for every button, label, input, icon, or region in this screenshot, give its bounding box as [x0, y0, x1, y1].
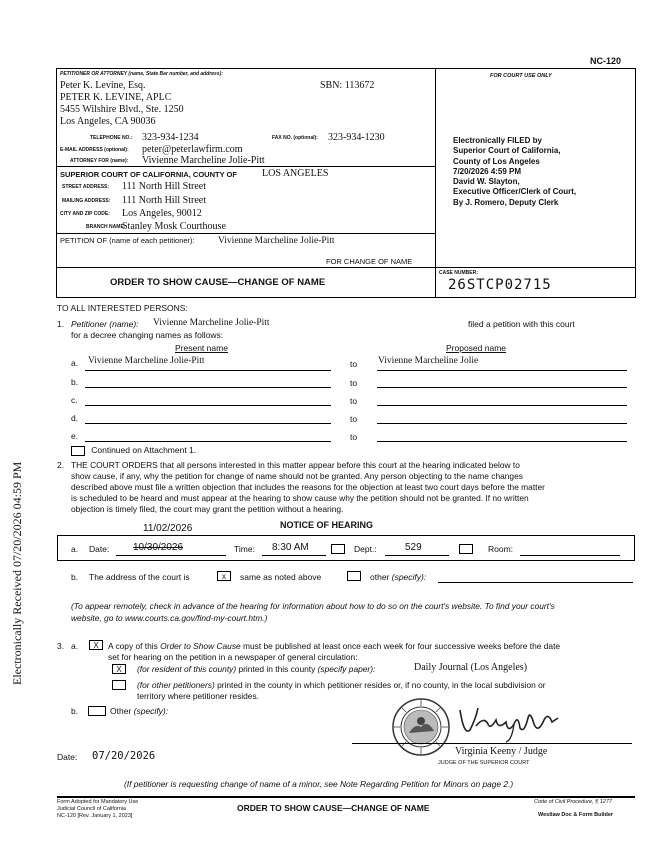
present-name-value: Vivienne Marcheline Jolie-Pitt — [88, 356, 205, 366]
remote-line: website, go to www.courts.ca.gov/find-my-court.htm.) — [71, 613, 268, 623]
remote-note — [71, 600, 555, 624]
continued-row — [71, 445, 196, 456]
name-row — [71, 393, 631, 411]
petition-label — [60, 236, 195, 245]
attorney-for-label: ATTORNEY FOR (name): — [70, 158, 129, 164]
resident-line — [137, 664, 375, 674]
city-value: Los Angeles, 90012 — [122, 208, 202, 219]
hearing-time-checkbox[interactable] — [331, 544, 345, 554]
other-petitioner-label: (for other petitioners) — [137, 680, 215, 690]
order-date-value: 07/20/2026 — [92, 750, 156, 762]
branch-label: BRANCH NAME: — [86, 224, 126, 230]
footer-left-line: NC-120 [Rev. January 1, 2023] — [57, 813, 133, 819]
firm-name: PETER K. LEVINE, APLC — [60, 92, 172, 103]
other-specify: (specify): — [391, 572, 427, 582]
row-letter: a. — [71, 358, 79, 368]
remote-line: (To appear remotely, check in advance of the hearing for information about how to do so on the court's website. To find your court's — [71, 601, 555, 611]
item-3-other-checkbox[interactable] — [88, 706, 106, 716]
filed-line: County of Los Angeles — [453, 156, 540, 166]
item-1-decree: for a decree changing names as follows: — [71, 330, 224, 340]
item-3-line-1 — [108, 641, 560, 651]
order-date-label: Date: — [57, 752, 78, 762]
resident-checkbox[interactable]: X — [112, 664, 126, 674]
present-name-line — [85, 423, 331, 424]
same-address-label: same as noted above — [240, 572, 322, 582]
item-2-line: show cause, if any, why the petition for change of name should not be granted. Any person objecting to the name changes — [71, 471, 523, 481]
item-3-b: b. — [71, 706, 79, 716]
sbn: SBN: 113672 — [320, 80, 375, 91]
footer-right-code: Code of Civil Procedure, § 1277 — [534, 799, 612, 805]
filed-line: David W. Slayton, — [453, 177, 520, 187]
footer-right-brand: Westlaw Doc & Form Builder — [538, 812, 614, 818]
item-1-label: Petitioner (name): — [71, 319, 139, 329]
footer-left-line: Form Adopted for Mandatory Use — [57, 799, 139, 805]
to-label: to — [350, 396, 358, 406]
minor-note: (If petitioner is requesting change of name of a minor, see Note Regarding Petition for Minors on page 2.) — [124, 779, 514, 789]
hearing-dept-value: 529 — [405, 542, 422, 553]
present-name-line — [85, 387, 331, 388]
hearing-room-label: Room: — [488, 544, 514, 554]
publish-checkbox[interactable]: X — [89, 640, 103, 650]
to-label: to — [350, 359, 358, 369]
filed-line: Executive Officer/Clerk of Court, — [453, 187, 577, 197]
address-line-1: 5455 Wilshire Blvd., Ste. 1250 — [60, 104, 184, 115]
proposed-name-line — [377, 370, 627, 371]
judge-name: Virginia Keeny / Judge — [455, 746, 548, 757]
item-1-filed: filed a petition with this court — [468, 319, 575, 329]
other-address-label — [370, 572, 426, 582]
to-label: to — [350, 414, 358, 424]
attorney-name: Peter K. Levine, Esq. — [60, 80, 146, 91]
proposed-name-line — [377, 441, 627, 442]
to-label: to — [350, 432, 358, 442]
hearing-time-label: Time: — [234, 544, 255, 554]
filed-stamp — [453, 136, 576, 208]
email-value: peter@peterlawfirm.com — [142, 144, 243, 155]
item-3-other-specify: (specify): — [133, 706, 169, 716]
county-value: LOS ANGELES — [262, 168, 329, 179]
item-3-line-2: set for hearing on the petition in a newspaper of general circulation: — [108, 652, 358, 662]
signature-line — [352, 743, 632, 744]
row-letter: b. — [71, 377, 79, 387]
street-value: 111 North Hill Street — [122, 181, 206, 192]
item-3-other-label — [110, 706, 168, 716]
notice-of-hearing-title: NOTICE OF HEARING — [280, 520, 374, 530]
hearing-room-checkbox[interactable] — [459, 544, 473, 554]
other-address-checkbox[interactable] — [347, 571, 361, 581]
mailing-label: MAILING ADDRESS: — [62, 198, 111, 204]
item-1-petitioner: Vivienne Marcheline Jolie-Pitt — [153, 318, 270, 328]
branch-value: Stanley Mosk Courthouse — [122, 221, 226, 232]
item-3-text-post: must be published at least once each week for four successive weeks before the date — [240, 641, 561, 651]
other-label: other — [370, 572, 390, 582]
proposed-name-line — [377, 423, 627, 424]
name-row — [71, 375, 631, 393]
for-change-of-name: FOR CHANGE OF NAME — [326, 257, 413, 266]
name-row — [71, 411, 631, 429]
case-number-label: CASE NUMBER: — [439, 270, 478, 276]
item-3-other-text: Other — [110, 706, 132, 716]
item-2-line: described above must file a written objection that includes the reasons for the objection at least two court days before the matter — [71, 482, 545, 492]
item-1-number: 1. — [57, 319, 65, 329]
hearing-a: a. — [71, 544, 79, 554]
case-number-value: 26STCP02715 — [448, 277, 552, 293]
item-3-text-pre: A copy of this — [108, 641, 161, 651]
name-row — [71, 356, 631, 374]
row-letter: d. — [71, 413, 79, 423]
judge-title: JUDGE OF THE SUPERIOR COURT — [438, 760, 530, 766]
mailing-value: 111 North Hill Street — [122, 195, 206, 206]
proposed-name-line — [377, 405, 627, 406]
fax-value: 323-934-1230 — [328, 132, 385, 143]
address-label: The address of the court is — [89, 572, 190, 582]
footer-title: ORDER TO SHOW CAUSE—CHANGE OF NAME — [237, 803, 430, 813]
filed-line: Superior Court of California, — [453, 146, 561, 156]
court-use-label: FOR COURT USE ONLY — [490, 73, 552, 79]
other-petitioner-text: printed in the county in which petitioner resides or, if no county, in the local subdivision or — [214, 680, 546, 690]
vertical-received-stamp: Electronically Received 07/20/2026 04:59 PM — [10, 461, 24, 685]
other-petitioner-checkbox[interactable] — [112, 680, 126, 690]
address-line-2: Los Angeles, CA 90036 — [60, 116, 156, 127]
item-2-text — [71, 460, 545, 515]
newspaper-value: Daily Journal (Los Angeles) — [414, 662, 528, 673]
filed-line: 7/20/2026 4:59 PM — [453, 166, 522, 176]
resident-post: printed in this county — [236, 664, 318, 674]
hearing-date-line — [116, 555, 226, 556]
present-name-heading: Present name — [175, 343, 228, 353]
item-2-line: is scheduled to be heard and must appear at the hearing to show cause why the petition should not be granted. If no written — [71, 493, 529, 503]
other-petitioner-line-2: territory where petitioner resides. — [137, 691, 259, 701]
petitioner-value: Vivienne Marcheline Jolie-Pitt — [218, 236, 335, 246]
footer-left-line: Judicial Council of California — [57, 806, 127, 812]
footer-left — [57, 799, 138, 820]
address-b: b. — [71, 572, 79, 582]
filed-line: By J. Romero, Deputy Clerk — [453, 197, 559, 207]
item-2-number: 2. — [57, 460, 65, 470]
court-seal-icon — [391, 697, 451, 757]
present-name-line — [85, 441, 331, 442]
email-label: E-MAIL ADDRESS (optional): — [60, 147, 129, 153]
present-name-line — [85, 370, 331, 371]
hearing-time-value: 8:30 AM — [272, 542, 309, 553]
new-hearing-date: 11/02/2026 — [143, 523, 193, 534]
telephone-value: 323-934-1234 — [142, 132, 199, 143]
same-address-checkbox[interactable]: x — [217, 571, 231, 581]
hearing-time-line — [262, 555, 326, 556]
to-all-heading: TO ALL INTERESTED PERSONS: — [57, 303, 188, 313]
telephone-label: TELEPHONE NO.: — [90, 135, 133, 141]
row-letter: e. — [71, 431, 79, 441]
petition-label-text: PETITION OF (name of each petitioner): — [60, 236, 195, 245]
item-2-line: THE COURT ORDERS that all persons interested in this matter appear before this court at the hearing indicated below to — [71, 460, 520, 470]
hearing-dept-label: Dept.: — [354, 544, 377, 554]
city-label: CITY AND ZIP CODE: — [60, 211, 110, 217]
resident-label: (for resident of this county) — [137, 664, 237, 674]
other-address-line — [438, 582, 633, 583]
court-label: SUPERIOR COURT OF CALIFORNIA, COUNTY OF — [60, 170, 237, 179]
form-title: ORDER TO SHOW CAUSE—CHANGE OF NAME — [110, 277, 326, 288]
proposed-name-heading: Proposed name — [446, 343, 507, 353]
street-label: STREET ADDRESS: — [62, 184, 110, 190]
other-petitioner-line — [137, 680, 546, 690]
continued-label: Continued on Attachment 1. — [91, 445, 197, 455]
judge-signature-icon — [454, 700, 564, 745]
continued-checkbox[interactable] — [71, 446, 85, 456]
proposed-name-value: Vivienne Marcheline Jolie — [378, 356, 479, 366]
present-name-line — [85, 405, 331, 406]
item-3-text-ital: Order to Show Cause — [160, 641, 241, 651]
form-number: NC-120 — [590, 56, 622, 66]
hearing-date-value: 10/30/2026 — [133, 542, 184, 553]
proposed-name-line — [377, 387, 627, 388]
item-3-number: 3. — [57, 641, 65, 651]
item-2-line: objection is timely filed, the court may grant the petition without a hearing. — [71, 504, 344, 514]
resident-specify: (specify paper): — [317, 664, 376, 674]
item-3-a: a. — [71, 641, 79, 651]
hearing-date-label: Date: — [89, 544, 110, 554]
filed-line: Electronically FILED by — [453, 136, 542, 145]
fax-label: FAX NO. (optional): — [272, 135, 318, 141]
hearing-dept-line — [385, 555, 449, 556]
attorney-label: PETITIONER OR ATTORNEY (name, State Bar number, and address): — [60, 71, 223, 77]
row-letter: c. — [71, 395, 78, 405]
attorney-for-value: Vivienne Marcheline Jolie-Pitt — [142, 155, 265, 166]
hearing-room-line — [520, 555, 620, 556]
to-label: to — [350, 378, 358, 388]
